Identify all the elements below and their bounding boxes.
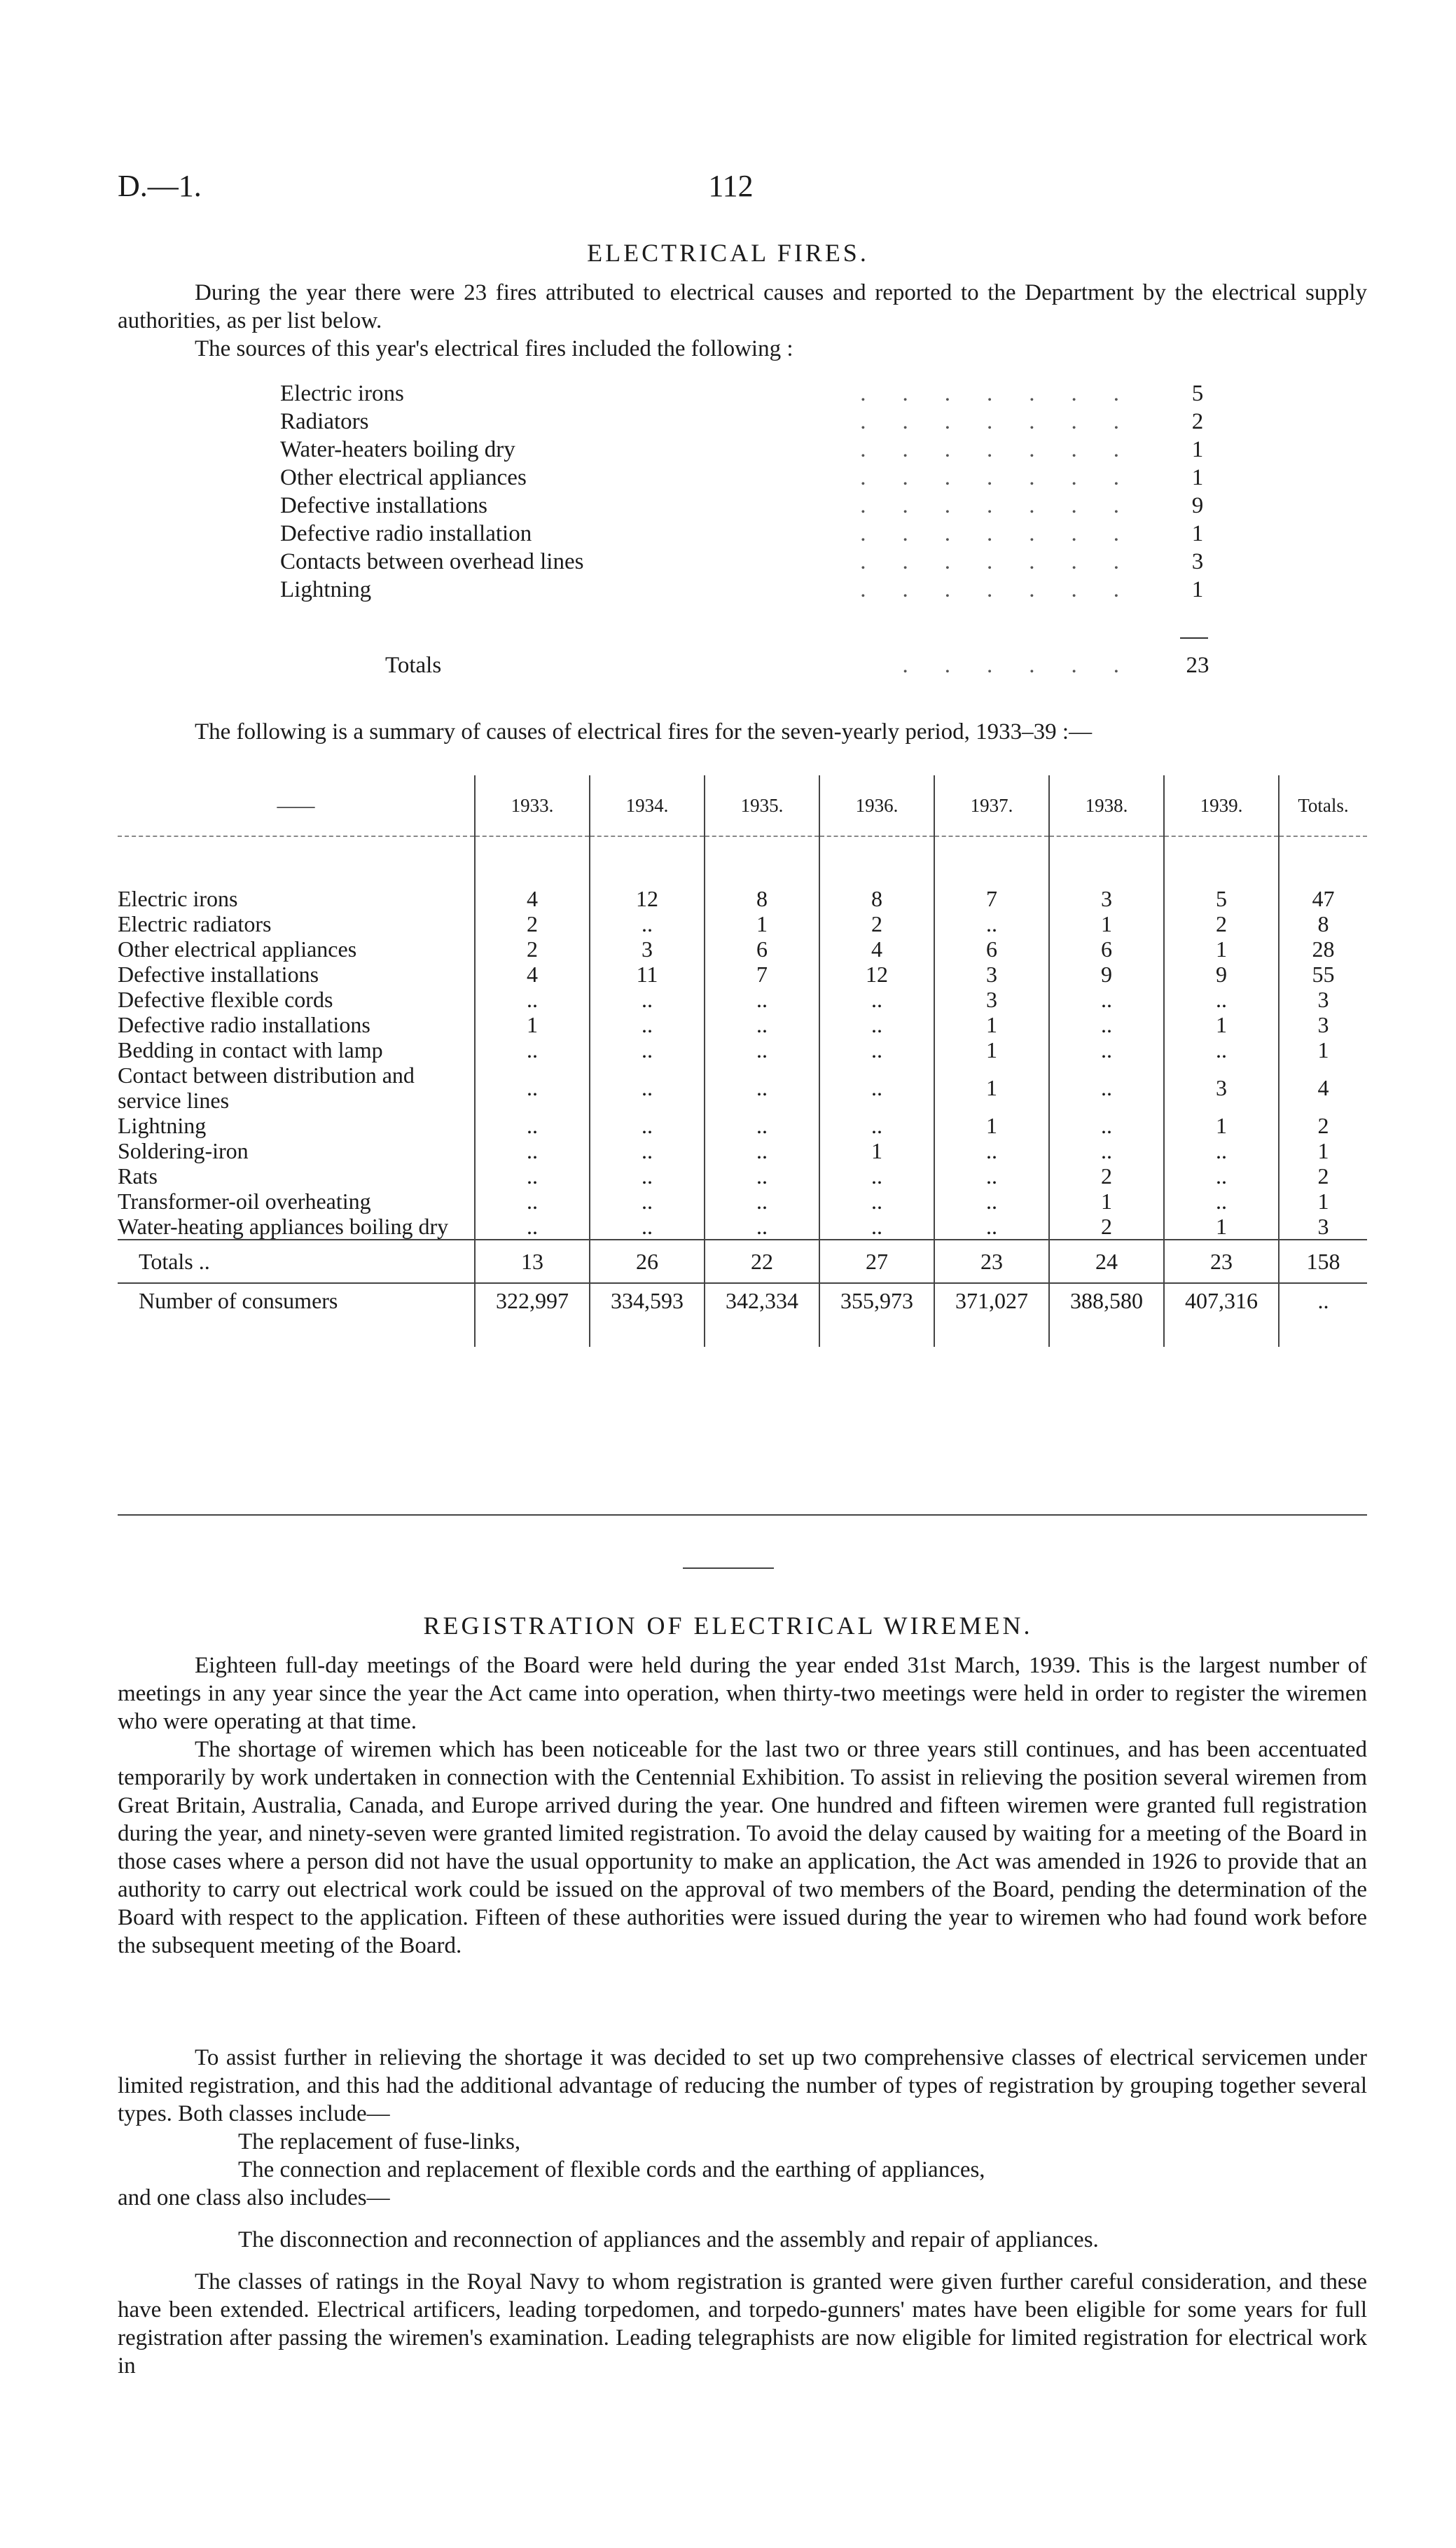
list-item: ....... Radiators 2 [280, 408, 1219, 436]
table-row [118, 1138, 1367, 1163]
table-cell: .. [475, 1189, 590, 1214]
table-cell: 1 [1279, 1138, 1367, 1163]
table-cell: .. [819, 1037, 934, 1062]
sources-totals [280, 651, 1219, 679]
table-cell: 23 [1164, 1240, 1279, 1283]
row-label: Electric radiators [118, 911, 272, 936]
section-separator [683, 1567, 774, 1569]
table-cell: .. [705, 1113, 819, 1138]
sources-intro-paragraph [118, 335, 1367, 363]
table-row [118, 1113, 1367, 1138]
table-cell: 1 [934, 1062, 1049, 1113]
table-row [118, 911, 1367, 936]
table-cell: .. [819, 1214, 934, 1240]
table-cell: 6 [934, 936, 1049, 962]
column-header: 1937. [934, 775, 1049, 836]
summary-intro-text: The following is a summary of causes of electrical fires for the seven-yearly period, 1933–39 :— [195, 719, 1093, 745]
table-cell: .. [705, 1163, 819, 1189]
table-cell: .. [819, 987, 934, 1012]
registration-paragraph-2 [118, 1736, 1367, 1960]
table-cell: 342,334 [705, 1283, 819, 1347]
table-row [118, 1012, 1367, 1037]
source-label: Defective installations [280, 492, 492, 520]
source-value: 3 [1191, 549, 1204, 574]
table-cell: .. [1279, 1283, 1367, 1347]
totals-label: Totals [385, 651, 445, 679]
table-row [118, 962, 1367, 987]
source-value: 5 [1191, 381, 1204, 406]
table-cell: 27 [819, 1240, 934, 1283]
table-cell: .. [705, 1138, 819, 1163]
table-cell: .. [705, 1214, 819, 1240]
table-cell: 1 [1164, 1012, 1279, 1037]
table-cell: 6 [1049, 936, 1164, 962]
table-cell: 2 [1279, 1163, 1367, 1189]
fires-intro-text: During the year there were 23 fires attributed to electrical causes and reported to the Department by the electrical supply authorities, as per list below. [118, 280, 1367, 333]
table-cell: 1 [1164, 936, 1279, 962]
fires-intro-paragraph [118, 279, 1367, 335]
table-cell: 3 [590, 936, 705, 962]
list-item: ....... Lightning 1 [280, 576, 1219, 604]
section-title-electrical-fires: ELECTRICAL FIRES. [587, 239, 869, 267]
table-cell: 4 [1279, 1062, 1367, 1113]
summary-intro-paragraph [118, 718, 1367, 746]
table-cell: .. [590, 1012, 705, 1037]
table-cell: 7 [934, 886, 1049, 911]
table-cell: 4 [475, 886, 590, 911]
table-cell: .. [819, 1113, 934, 1138]
table-cell: 2 [475, 936, 590, 962]
row-label: Soldering-iron [118, 1138, 249, 1163]
column-header: 1936. [819, 775, 934, 836]
table-cell: .. [1164, 1189, 1279, 1214]
row-label: Totals .. [118, 1240, 475, 1283]
column-header: 1939. [1164, 775, 1279, 836]
column-header: 1935. [705, 775, 819, 836]
table-cell: .. [705, 1189, 819, 1214]
row-label: Electric irons [118, 886, 238, 911]
table-cell: 322,997 [475, 1283, 590, 1347]
table-cell: 8 [819, 886, 934, 911]
list-item: ....... Defective radio installation 1 [280, 520, 1219, 548]
sources-intro-text: The sources of this year's electrical fires included the following : [195, 336, 793, 361]
list-item: The replacement of fuse-links, [238, 2129, 521, 2154]
row-label: Water-heating appliances boiling dry [118, 1214, 449, 1239]
registration-paragraph-5 [118, 2268, 1367, 2380]
table-cell: 1 [819, 1138, 934, 1163]
table-cell: 1 [934, 1037, 1049, 1062]
table-cell: .. [1164, 1163, 1279, 1189]
table-cell: .. [475, 1037, 590, 1062]
table-cell: 3 [1049, 886, 1164, 911]
table-cell: 55 [1279, 962, 1367, 987]
source-value: 1 [1191, 577, 1204, 602]
table-cell: .. [934, 1189, 1049, 1214]
section-title-registration: REGISTRATION OF ELECTRICAL WIREMEN. [423, 1612, 1033, 1640]
source-value: 1 [1191, 465, 1204, 490]
table-cell: .. [1049, 1062, 1164, 1113]
table-cell: 388,580 [1049, 1283, 1164, 1347]
source-label: Electric irons [280, 380, 408, 408]
table-cell: 1 [934, 1113, 1049, 1138]
page-number: 112 [708, 169, 754, 203]
table-cell: .. [475, 1163, 590, 1189]
source-label: Water-heaters boiling dry [280, 436, 520, 464]
table-cell: .. [1049, 1012, 1164, 1037]
table-cell: 26 [590, 1240, 705, 1283]
table-cell: 1 [1164, 1113, 1279, 1138]
table-cell: 3 [934, 987, 1049, 1012]
table-cell: .. [705, 1062, 819, 1113]
list-item: ....... Contacts between overhead lines 3 [280, 548, 1219, 576]
table-cell: .. [475, 1062, 590, 1113]
table-cell: .. [934, 1163, 1049, 1189]
table-cell: 4 [819, 936, 934, 962]
table-cell: 23 [934, 1240, 1049, 1283]
table-cell: 334,593 [590, 1283, 705, 1347]
table-cell: 9 [1049, 962, 1164, 987]
table-cell: .. [590, 1189, 705, 1214]
table-cell: .. [590, 1214, 705, 1240]
table-cell: .. [590, 987, 705, 1012]
table-cell: .. [705, 1012, 819, 1037]
table-cell: .. [475, 1138, 590, 1163]
table-cell: .. [819, 1012, 934, 1037]
row-label: Defective radio installations [118, 1012, 370, 1037]
table-cell: 8 [705, 886, 819, 911]
table-cell: 12 [819, 962, 934, 987]
table-cell: 1 [934, 1012, 1049, 1037]
table-cell: 371,027 [934, 1283, 1049, 1347]
table-cell: 28 [1279, 936, 1367, 962]
source-label: Other electrical appliances [280, 464, 531, 492]
table-cell: 1 [1049, 1189, 1164, 1214]
table-cell: 158 [1279, 1240, 1367, 1283]
table-cell: 9 [1164, 962, 1279, 987]
table-cell: .. [1164, 1037, 1279, 1062]
registration-paragraph-4 [118, 2184, 1367, 2212]
sources-list [280, 380, 1219, 604]
registration-text: The shortage of wiremen which has been noticeable for the last two or three years still continues, and has been accentuated temporarily by work undertaken in connection with the Centennial Exhibition. To assist in relieving the position several wiremen from Great Britain, Australia, Canada, and Europe arrived during the year. One hundred and fifteen wiremen were granted full registration during the year, and ninety-seven were granted limited registration. To avoid the delay caused by waiting for a meeting of the Board in those cases where a person did not have the usual opportunity to make an application, the Act was amended in 1926 to provide that an authority to carry out electrical work could be issued on the approval of two members of the Board, pending the determination of the Board with respect to the application. Fifteen of these authorities were issued during the year to wiremen who had found work before the subsequent meeting of the Board. [118, 1737, 1367, 1958]
table-cell: .. [475, 987, 590, 1012]
table-cell: .. [934, 911, 1049, 936]
source-value: 1 [1191, 437, 1204, 462]
table-cell: 1 [1279, 1037, 1367, 1062]
table-cell: .. [934, 1214, 1049, 1240]
table-row [118, 987, 1367, 1012]
table-cell: 47 [1279, 886, 1367, 911]
summary-table [118, 775, 1367, 1347]
column-header: 1938. [1049, 775, 1164, 836]
table-cell: 3 [1279, 1214, 1367, 1240]
table-cell: 1 [475, 1012, 590, 1037]
table-cell: .. [705, 987, 819, 1012]
column-header: Totals. [1279, 775, 1367, 836]
list-item: ...... Totals 23 [280, 651, 1219, 679]
page-header [118, 168, 1344, 210]
table-cell: 1 [1049, 911, 1164, 936]
registration-text: Eighteen full-day meetings of the Board were held during the year ended 31st March, 1939. This is the largest number of meetings in any year since the year the Act came into operation, when thirty-two meetings were held in order to register the wiremen who were operating at that time. [118, 1653, 1367, 1734]
table-cell: 2 [475, 911, 590, 936]
table-cell: 7 [705, 962, 819, 987]
registration-text: The classes of ratings in the Royal Navy to whom registration is granted were given further careful consideration, and these have been extended. Electrical artificers, leading torpedomen, and torpedo-gunners' mates have been eligible for some years for full registration after passing the wiremen's examination. Leading telegraphists are now eligible for limited registration for electrical work in [118, 2269, 1367, 2379]
source-value: 2 [1191, 409, 1204, 434]
table-cell: .. [475, 1214, 590, 1240]
table-cell: .. [1164, 1138, 1279, 1163]
table-cell: 22 [705, 1240, 819, 1283]
table-cell: .. [590, 1113, 705, 1138]
table-cell: .. [590, 1062, 705, 1113]
table-row [118, 1240, 1367, 1283]
row-label: Transformer-oil overheating [118, 1189, 371, 1214]
source-label: Defective radio installation [280, 520, 536, 548]
table-row [118, 1283, 1367, 1347]
table-cell: .. [934, 1138, 1049, 1163]
table-cell: 6 [705, 936, 819, 962]
row-label: Lightning [118, 1113, 207, 1138]
list-item: ....... Defective installations 9 [280, 492, 1219, 520]
row-label: Other electrical appliances [118, 936, 357, 962]
source-value: 1 [1191, 521, 1204, 546]
row-label: Defective installations [118, 962, 319, 987]
table-cell: 3 [1279, 1012, 1367, 1037]
table-row [118, 1189, 1367, 1214]
table-cell: .. [1049, 1113, 1164, 1138]
list-item: ....... Other electrical appliances 1 [280, 464, 1219, 492]
table-cell: 2 [1164, 911, 1279, 936]
row-label: Bedding in contact with lamp [118, 1037, 383, 1062]
table-row [118, 1062, 1367, 1113]
classes-list-2 [238, 2226, 1099, 2254]
row-label: Number of consumers [118, 1283, 475, 1347]
table-row [118, 886, 1367, 911]
row-label: Contact between distribution and service lines [118, 1062, 415, 1113]
table-cell: .. [590, 1037, 705, 1062]
table-cell: 2 [819, 911, 934, 936]
table-cell: 8 [1279, 911, 1367, 936]
totals-value: 23 [1186, 653, 1209, 678]
list-item: The disconnection and reconnection of appliances and the assembly and repair of appliances. [238, 2227, 1099, 2252]
table-bottom-rule [118, 1514, 1367, 1516]
table-cell: 4 [475, 962, 590, 987]
document-reference: D.—1. [118, 169, 202, 203]
table-cell: 13 [475, 1240, 590, 1283]
column-header: —— [277, 795, 315, 816]
row-label: Rats [118, 1163, 158, 1189]
table-cell: 1 [1164, 1214, 1279, 1240]
table-cell: .. [819, 1189, 934, 1214]
source-label: Radiators [280, 408, 373, 436]
table-cell: 5 [1164, 886, 1279, 911]
row-label: Defective flexible cords [118, 987, 333, 1012]
source-label: Lightning [280, 576, 375, 604]
table-cell: .. [475, 1113, 590, 1138]
classes-list-1 [238, 2128, 985, 2184]
table-cell: .. [590, 1163, 705, 1189]
table-cell: .. [819, 1163, 934, 1189]
table-cell: .. [705, 1037, 819, 1062]
totals-rule [1180, 637, 1208, 639]
table-row [118, 936, 1367, 962]
table-cell: .. [1164, 987, 1279, 1012]
table-cell: .. [1049, 1138, 1164, 1163]
table-cell: 407,316 [1164, 1283, 1279, 1347]
table-cell: 355,973 [819, 1283, 934, 1347]
registration-paragraph-1 [118, 1652, 1367, 1736]
table-row [118, 1163, 1367, 1189]
table-cell: 2 [1279, 1113, 1367, 1138]
column-header: 1933. [475, 775, 590, 836]
table-cell: .. [1049, 1037, 1164, 1062]
list-item: ....... Water-heaters boiling dry 1 [280, 436, 1219, 464]
source-label: Contacts between overhead lines [280, 548, 588, 576]
table-cell: 12 [590, 886, 705, 911]
table-cell: 2 [1049, 1163, 1164, 1189]
column-header: 1934. [590, 775, 705, 836]
table-cell: .. [819, 1062, 934, 1113]
table-cell: 1 [705, 911, 819, 936]
registration-text: and one class also includes— [118, 2185, 390, 2210]
registration-paragraph-3 [118, 2044, 1367, 2128]
table-cell: .. [590, 911, 705, 936]
list-item: ....... Electric irons 5 [280, 380, 1219, 408]
source-value: 9 [1191, 493, 1204, 518]
table-cell: 1 [1279, 1189, 1367, 1214]
registration-text: To assist further in relieving the shortage it was decided to set up two comprehensive classes of electrical servicemen under limited registration, and this had the additional advantage of reducing the number of types of registration by grouping together several types. Both classes include— [118, 2045, 1367, 2126]
table-cell: 3 [934, 962, 1049, 987]
table-cell: .. [590, 1138, 705, 1163]
list-item: The connection and replacement of flexible cords and the earthing of appliances, [238, 2157, 985, 2182]
table-cell: 3 [1279, 987, 1367, 1012]
table-cell: 11 [590, 962, 705, 987]
table-cell: 2 [1049, 1214, 1164, 1240]
table-cell: 3 [1164, 1062, 1279, 1113]
table-cell: .. [1049, 987, 1164, 1012]
table-row [118, 1037, 1367, 1062]
table-cell: 24 [1049, 1240, 1164, 1283]
table-row [118, 1214, 1367, 1240]
